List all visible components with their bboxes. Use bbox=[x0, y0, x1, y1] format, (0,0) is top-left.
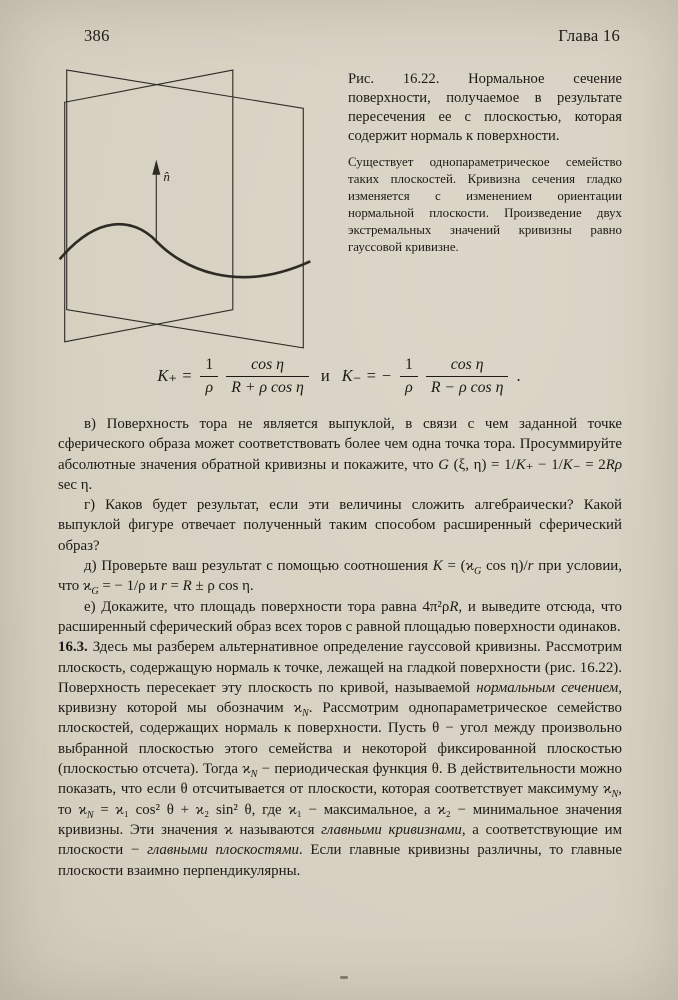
formula-period: . bbox=[516, 366, 521, 386]
normal-section-curve bbox=[60, 224, 311, 277]
paragraph-d: д) Проверьте ваш результат с помощью соотношения $K = (ϰ_G$ cos η)/r при условии, что $ϰ_G$ = − 1/ρ и r = R ± ρ cos η. bbox=[58, 558, 622, 598]
normal-vector-label: n̂ bbox=[163, 168, 170, 184]
fraction-one-over-rho-2: $\frac{1}{\rho}$ bbox=[400, 356, 418, 396]
formula-k-minus: K₋ = − bbox=[341, 366, 392, 386]
paragraph-v: в) Поверхность тора не является выпуклой, в связи с чем заданной точке сферического образа может соответствовать более чем одна точка тора. Просуммируйте абсолютные значения обратной кривизны и покажите, что G (ξ, η) = 1/K₊ − 1/K₋ = 2Rρ sec η. bbox=[58, 416, 622, 493]
curvature-formula bbox=[0, 356, 678, 396]
normal-vector-arrowhead bbox=[152, 160, 160, 175]
figure-diagram bbox=[56, 62, 314, 364]
fraction-cos-plus: $\frac{\text{cos η}}{\text{R + ρ cos η}}$ bbox=[226, 356, 309, 396]
figure-16-22 bbox=[56, 62, 314, 364]
figure-caption bbox=[348, 70, 622, 256]
figure-caption-main: Рис. 16.22. Нормальное сечение поверхности, получаемое в результате пересечения ее с плоскостью, которая содержит нормаль к поверхности. bbox=[348, 71, 622, 144]
figure-caption-note: Существует однопараметрическое семейство таких плоскостей. Кривизна сечения гладко изменяется с изменением ориентации нормальной плоскости. Произведение двух экстремальных значений кривизны равно гауссовой кривизне. bbox=[348, 155, 622, 254]
normal-plane-left bbox=[65, 70, 233, 342]
formula-k-plus: K₊ = bbox=[157, 366, 193, 386]
paragraph-16-3: 16.3. Здесь мы разберем альтернативное определение гауссовой кривизны. Рассмотрим плоскость, содержащую нормаль к точке, лежащей на гладкой поверхности (рис. 16.22). Поверхность пересекает эту плоскость по кривой, называемой нормальным сечением, кривизну которой мы обозначим $ϰ_N$. Рассмотрим однопараметрическое семейство плоскостей, содержащих нормаль к поверхности. Пусть θ − угол между произвольно выбранной плоскостью этого семейства и некоторой фиксированной плоскостью (плоскостью отсчета). Тогда $ϰ_N$ − периодическая функция θ. В действительности можно показать, что если θ отсчитывается от плоскости, которая соответствует максимуму $ϰ_N$, то $ϰ_N = ϰ_1$ cos² θ + ϰ₂ sin² θ, где ϰ₁ − максимальное, а ϰ₂ − минимальное значения кривизны. Эти значения ϰ называются главными кривизнами, а соответствующие им плоскости − главными плоскостями. Если главные кривизны различны, то главные плоскости взаимно перпендикулярны. bbox=[58, 639, 623, 879]
body-text bbox=[58, 414, 622, 881]
paragraph-g: г) Каков будет результат, если эти величины сложить алгебраически? Какой выпуклой фигуре отвечает полученный таким способом расширенный сферический образ? bbox=[58, 497, 622, 554]
scan-mark bbox=[340, 976, 348, 979]
chapter-title: Глава 16 bbox=[558, 26, 620, 45]
paragraph-e: е) Докажите, что площадь поверхности тора равна 4π²ρR, и выведите отсюда, что расширенный сферический образ всех торов с равной площадью поверхности одинаков. bbox=[58, 598, 622, 635]
normal-plane-right bbox=[67, 70, 304, 348]
page-header bbox=[84, 26, 620, 46]
page-number: 386 bbox=[84, 26, 110, 45]
fraction-cos-minus: $\frac{\text{cos η}}{\text{R − ρ cos η}}$ bbox=[426, 356, 509, 396]
formula-and: и bbox=[320, 366, 330, 386]
fraction-one-over-rho: $\frac{1}{\rho}$ bbox=[200, 356, 218, 396]
